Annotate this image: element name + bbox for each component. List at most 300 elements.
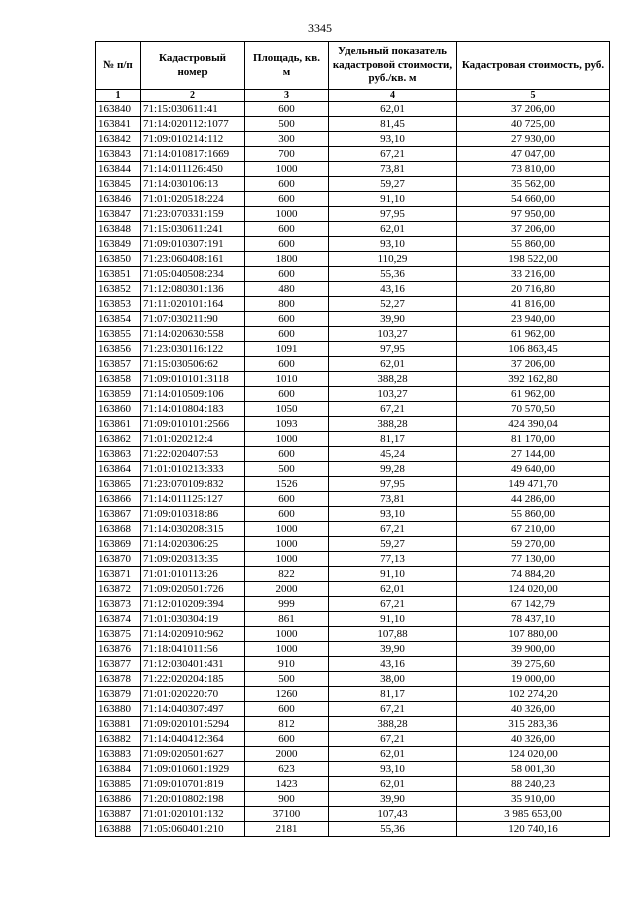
table-row <box>96 177 610 192</box>
row-number-cell: 163873 <box>96 597 141 612</box>
cadastral-value-cell: 120 740,16 <box>457 822 610 837</box>
unit-value-cell: 388,28 <box>329 372 457 387</box>
area-cell: 1000 <box>245 432 329 447</box>
row-number-cell: 163881 <box>96 717 141 732</box>
unit-value-cell: 38,00 <box>329 672 457 687</box>
row-number-cell: 163857 <box>96 357 141 372</box>
cadastral-number-cell: 71:14:020910:962 <box>141 627 245 642</box>
unit-value-cell: 103,27 <box>329 387 457 402</box>
unit-value-cell: 91,10 <box>329 567 457 582</box>
unit-value-cell: 81,17 <box>329 687 457 702</box>
cadastral-number-cell: 71:14:010509:106 <box>141 387 245 402</box>
row-number-cell: 163877 <box>96 657 141 672</box>
table-row <box>96 102 610 117</box>
unit-value-cell: 93,10 <box>329 132 457 147</box>
row-number-cell: 163866 <box>96 492 141 507</box>
unit-value-cell: 39,90 <box>329 792 457 807</box>
cadastral-value-cell: 124 020,00 <box>457 582 610 597</box>
cadastral-value-cell: 37 206,00 <box>457 222 610 237</box>
table-row <box>96 447 610 462</box>
unit-value-cell: 67,21 <box>329 522 457 537</box>
cadastral-number-cell: 71:14:040412:364 <box>141 732 245 747</box>
table-row <box>96 657 610 672</box>
row-number-cell: 163859 <box>96 387 141 402</box>
cadastral-value-cell: 97 950,00 <box>457 207 610 222</box>
row-number-cell: 163875 <box>96 627 141 642</box>
cadastral-value-cell: 59 270,00 <box>457 537 610 552</box>
area-cell: 480 <box>245 282 329 297</box>
column-index: 1 <box>96 90 141 102</box>
row-number-cell: 163878 <box>96 672 141 687</box>
table-row <box>96 477 610 492</box>
row-number-cell: 163855 <box>96 327 141 342</box>
unit-value-cell: 91,10 <box>329 612 457 627</box>
column-header-number: № п/п <box>96 42 141 90</box>
table-row <box>96 522 610 537</box>
unit-value-cell: 93,10 <box>329 762 457 777</box>
cadastral-number-cell: 71:14:011125:127 <box>141 492 245 507</box>
column-index: 4 <box>329 90 457 102</box>
unit-value-cell: 388,28 <box>329 417 457 432</box>
unit-value-cell: 67,21 <box>329 732 457 747</box>
unit-value-cell: 73,81 <box>329 162 457 177</box>
cadastral-number-cell: 71:01:020212:4 <box>141 432 245 447</box>
area-cell: 2181 <box>245 822 329 837</box>
cadastral-value-cell: 74 884,20 <box>457 567 610 582</box>
unit-value-cell: 388,28 <box>329 717 457 732</box>
area-cell: 861 <box>245 612 329 627</box>
area-cell: 500 <box>245 672 329 687</box>
unit-value-cell: 110,29 <box>329 252 457 267</box>
area-cell: 600 <box>245 192 329 207</box>
cadastral-number-cell: 71:09:020501:627 <box>141 747 245 762</box>
cadastral-value-cell: 37 206,00 <box>457 102 610 117</box>
row-number-cell: 163868 <box>96 522 141 537</box>
cadastral-number-cell: 71:12:030401:431 <box>141 657 245 672</box>
row-number-cell: 163846 <box>96 192 141 207</box>
cadastral-number-cell: 71:14:020306:25 <box>141 537 245 552</box>
cadastral-number-cell: 71:01:020518:224 <box>141 192 245 207</box>
area-cell: 999 <box>245 597 329 612</box>
unit-value-cell: 62,01 <box>329 777 457 792</box>
row-number-cell: 163847 <box>96 207 141 222</box>
row-number-cell: 163845 <box>96 177 141 192</box>
cadastral-value-cell: 40 326,00 <box>457 702 610 717</box>
cadastral-value-cell: 102 274,20 <box>457 687 610 702</box>
cadastral-value-cell: 35 562,00 <box>457 177 610 192</box>
cadastral-value-cell: 61 962,00 <box>457 327 610 342</box>
cadastral-number-cell: 71:18:041011:56 <box>141 642 245 657</box>
cadastral-number-cell: 71:14:030208:315 <box>141 522 245 537</box>
cadastral-number-cell: 71:09:020313:35 <box>141 552 245 567</box>
cadastral-value-table <box>95 41 610 837</box>
area-cell: 600 <box>245 237 329 252</box>
table-row <box>96 672 610 687</box>
unit-value-cell: 62,01 <box>329 747 457 762</box>
row-number-cell: 163867 <box>96 507 141 522</box>
cadastral-value-cell: 37 206,00 <box>457 357 610 372</box>
cadastral-value-cell: 35 910,00 <box>457 792 610 807</box>
cadastral-value-cell: 55 860,00 <box>457 237 610 252</box>
area-cell: 37100 <box>245 807 329 822</box>
cadastral-number-cell: 71:09:010318:86 <box>141 507 245 522</box>
table-row <box>96 567 610 582</box>
cadastral-value-cell: 61 962,00 <box>457 387 610 402</box>
row-number-cell: 163864 <box>96 462 141 477</box>
area-cell: 600 <box>245 387 329 402</box>
unit-value-cell: 93,10 <box>329 237 457 252</box>
area-cell: 1091 <box>245 342 329 357</box>
area-cell: 623 <box>245 762 329 777</box>
cadastral-value-cell: 19 000,00 <box>457 672 610 687</box>
table-row <box>96 537 610 552</box>
cadastral-value-cell: 124 020,00 <box>457 747 610 762</box>
unit-value-cell: 103,27 <box>329 327 457 342</box>
table-header-row <box>96 42 610 90</box>
cadastral-number-cell: 71:09:020501:726 <box>141 582 245 597</box>
unit-value-cell: 43,16 <box>329 282 457 297</box>
area-cell: 800 <box>245 297 329 312</box>
cadastral-value-cell: 49 640,00 <box>457 462 610 477</box>
area-cell: 1260 <box>245 687 329 702</box>
area-cell: 500 <box>245 462 329 477</box>
row-number-cell: 163865 <box>96 477 141 492</box>
row-number-cell: 163844 <box>96 162 141 177</box>
table-row <box>96 267 610 282</box>
area-cell: 600 <box>245 312 329 327</box>
row-number-cell: 163883 <box>96 747 141 762</box>
cadastral-value-cell: 27 144,00 <box>457 447 610 462</box>
cadastral-value-cell: 106 863,45 <box>457 342 610 357</box>
cadastral-number-cell: 71:23:070331:159 <box>141 207 245 222</box>
unit-value-cell: 67,21 <box>329 702 457 717</box>
table-row <box>96 702 610 717</box>
column-header-cadastral-number: Кадастровый номер <box>141 42 245 90</box>
unit-value-cell: 62,01 <box>329 102 457 117</box>
cadastral-number-cell: 71:01:030304:19 <box>141 612 245 627</box>
row-number-cell: 163840 <box>96 102 141 117</box>
area-cell: 1000 <box>245 522 329 537</box>
table-row <box>96 717 610 732</box>
unit-value-cell: 107,43 <box>329 807 457 822</box>
area-cell: 822 <box>245 567 329 582</box>
row-number-cell: 163854 <box>96 312 141 327</box>
row-number-cell: 163880 <box>96 702 141 717</box>
row-number-cell: 163850 <box>96 252 141 267</box>
row-number-cell: 163863 <box>96 447 141 462</box>
table-row <box>96 492 610 507</box>
table-row <box>96 612 610 627</box>
cadastral-number-cell: 71:20:010802:198 <box>141 792 245 807</box>
cadastral-number-cell: 71:14:010817:1669 <box>141 147 245 162</box>
table-row <box>96 552 610 567</box>
row-number-cell: 163841 <box>96 117 141 132</box>
table-row <box>96 642 610 657</box>
table-row <box>96 432 610 447</box>
cadastral-number-cell: 71:09:010307:191 <box>141 237 245 252</box>
area-cell: 2000 <box>245 747 329 762</box>
table-row <box>96 822 610 837</box>
table-row <box>96 807 610 822</box>
row-number-cell: 163861 <box>96 417 141 432</box>
cadastral-number-cell: 71:23:060408:161 <box>141 252 245 267</box>
area-cell: 2000 <box>245 582 329 597</box>
unit-value-cell: 62,01 <box>329 357 457 372</box>
table-row <box>96 327 610 342</box>
cadastral-value-cell: 41 816,00 <box>457 297 610 312</box>
cadastral-number-cell: 71:12:010209:394 <box>141 597 245 612</box>
cadastral-value-cell: 149 471,70 <box>457 477 610 492</box>
table-row <box>96 597 610 612</box>
cadastral-number-cell: 71:22:020407:53 <box>141 447 245 462</box>
unit-value-cell: 45,24 <box>329 447 457 462</box>
cadastral-value-cell: 54 660,00 <box>457 192 610 207</box>
unit-value-cell: 43,16 <box>329 657 457 672</box>
row-number-cell: 163843 <box>96 147 141 162</box>
cadastral-value-cell: 107 880,00 <box>457 627 610 642</box>
table-row <box>96 147 610 162</box>
area-cell: 1000 <box>245 642 329 657</box>
cadastral-value-cell: 70 570,50 <box>457 402 610 417</box>
page-number: 3345 <box>308 21 332 35</box>
cadastral-number-cell: 71:23:030116:122 <box>141 342 245 357</box>
cadastral-value-cell: 81 170,00 <box>457 432 610 447</box>
unit-value-cell: 97,95 <box>329 477 457 492</box>
cadastral-value-cell: 73 810,00 <box>457 162 610 177</box>
area-cell: 600 <box>245 102 329 117</box>
unit-value-cell: 91,10 <box>329 192 457 207</box>
table-row <box>96 162 610 177</box>
cadastral-number-cell: 71:05:040508:234 <box>141 267 245 282</box>
cadastral-value-cell: 77 130,00 <box>457 552 610 567</box>
area-cell: 600 <box>245 177 329 192</box>
table-row <box>96 372 610 387</box>
cadastral-number-cell: 71:14:030106:13 <box>141 177 245 192</box>
table-row <box>96 627 610 642</box>
table-row <box>96 342 610 357</box>
cadastral-value-cell: 27 930,00 <box>457 132 610 147</box>
unit-value-cell: 59,27 <box>329 537 457 552</box>
row-number-cell: 163888 <box>96 822 141 837</box>
row-number-cell: 163870 <box>96 552 141 567</box>
unit-value-cell: 39,90 <box>329 642 457 657</box>
cadastral-number-cell: 71:14:011126:450 <box>141 162 245 177</box>
row-number-cell: 163882 <box>96 732 141 747</box>
unit-value-cell: 55,36 <box>329 822 457 837</box>
row-number-cell: 163869 <box>96 537 141 552</box>
cadastral-number-cell: 71:09:010101:2566 <box>141 417 245 432</box>
cadastral-value-cell: 3 985 653,00 <box>457 807 610 822</box>
cadastral-number-cell: 71:12:080301:136 <box>141 282 245 297</box>
table-row <box>96 282 610 297</box>
cadastral-number-cell: 71:05:060401:210 <box>141 822 245 837</box>
cadastral-value-cell: 23 940,00 <box>457 312 610 327</box>
unit-value-cell: 67,21 <box>329 147 457 162</box>
unit-value-cell: 81,45 <box>329 117 457 132</box>
cadastral-value-cell: 198 522,00 <box>457 252 610 267</box>
unit-value-cell: 73,81 <box>329 492 457 507</box>
area-cell: 1000 <box>245 537 329 552</box>
row-number-cell: 163885 <box>96 777 141 792</box>
cadastral-value-cell: 58 001,30 <box>457 762 610 777</box>
row-number-cell: 163871 <box>96 567 141 582</box>
area-cell: 1000 <box>245 552 329 567</box>
row-number-cell: 163853 <box>96 297 141 312</box>
table-row <box>96 387 610 402</box>
table-row <box>96 297 610 312</box>
column-header-unit-value: Удельный показатель кадастровой стоимости, руб./кв. м <box>329 42 457 90</box>
unit-value-cell: 81,17 <box>329 432 457 447</box>
area-cell: 1010 <box>245 372 329 387</box>
column-index: 3 <box>245 90 329 102</box>
cadastral-number-cell: 71:09:010601:1929 <box>141 762 245 777</box>
table-row <box>96 732 610 747</box>
cadastral-number-cell: 71:14:020112:1077 <box>141 117 245 132</box>
cadastral-value-cell: 424 390,04 <box>457 417 610 432</box>
table-row <box>96 582 610 597</box>
area-cell: 1093 <box>245 417 329 432</box>
cadastral-number-cell: 71:14:010804:183 <box>141 402 245 417</box>
column-numbering-row <box>96 90 610 102</box>
table-row <box>96 207 610 222</box>
cadastral-value-cell: 40 725,00 <box>457 117 610 132</box>
cadastral-value-cell: 33 216,00 <box>457 267 610 282</box>
cadastral-number-cell: 71:15:030611:241 <box>141 222 245 237</box>
area-cell: 600 <box>245 702 329 717</box>
cadastral-value-cell: 392 162,80 <box>457 372 610 387</box>
row-number-cell: 163851 <box>96 267 141 282</box>
row-number-cell: 163849 <box>96 237 141 252</box>
cadastral-value-cell: 55 860,00 <box>457 507 610 522</box>
cadastral-number-cell: 71:11:020101:164 <box>141 297 245 312</box>
unit-value-cell: 62,01 <box>329 222 457 237</box>
cadastral-number-cell: 71:01:010113:26 <box>141 567 245 582</box>
row-number-cell: 163848 <box>96 222 141 237</box>
row-number-cell: 163858 <box>96 372 141 387</box>
table-row <box>96 312 610 327</box>
cadastral-value-cell: 67 142,79 <box>457 597 610 612</box>
area-cell: 812 <box>245 717 329 732</box>
row-number-cell: 163886 <box>96 792 141 807</box>
unit-value-cell: 97,95 <box>329 207 457 222</box>
area-cell: 910 <box>245 657 329 672</box>
table-row <box>96 462 610 477</box>
table-row <box>96 747 610 762</box>
table-row <box>96 192 610 207</box>
unit-value-cell: 67,21 <box>329 402 457 417</box>
table-row <box>96 507 610 522</box>
area-cell: 500 <box>245 117 329 132</box>
row-number-cell: 163872 <box>96 582 141 597</box>
cadastral-number-cell: 71:23:070109:832 <box>141 477 245 492</box>
area-cell: 600 <box>245 222 329 237</box>
row-number-cell: 163842 <box>96 132 141 147</box>
cadastral-number-cell: 71:09:010701:819 <box>141 777 245 792</box>
area-cell: 600 <box>245 492 329 507</box>
unit-value-cell: 59,27 <box>329 177 457 192</box>
unit-value-cell: 93,10 <box>329 507 457 522</box>
table-row <box>96 402 610 417</box>
table-row <box>96 222 610 237</box>
area-cell: 300 <box>245 132 329 147</box>
area-cell: 600 <box>245 447 329 462</box>
cadastral-number-cell: 71:15:030611:41 <box>141 102 245 117</box>
cadastral-number-cell: 71:01:020220:70 <box>141 687 245 702</box>
table-row <box>96 417 610 432</box>
cadastral-number-cell: 71:07:030211:90 <box>141 312 245 327</box>
area-cell: 600 <box>245 357 329 372</box>
cadastral-value-cell: 44 286,00 <box>457 492 610 507</box>
table-row <box>96 357 610 372</box>
cadastral-value-cell: 20 716,80 <box>457 282 610 297</box>
unit-value-cell: 39,90 <box>329 312 457 327</box>
area-cell: 600 <box>245 267 329 282</box>
area-cell: 1526 <box>245 477 329 492</box>
table-row <box>96 792 610 807</box>
cadastral-value-cell: 39 275,60 <box>457 657 610 672</box>
area-cell: 1000 <box>245 162 329 177</box>
row-number-cell: 163862 <box>96 432 141 447</box>
cadastral-value-cell: 315 283,36 <box>457 717 610 732</box>
cadastral-number-cell: 71:09:020101:5294 <box>141 717 245 732</box>
unit-value-cell: 62,01 <box>329 582 457 597</box>
unit-value-cell: 99,28 <box>329 462 457 477</box>
area-cell: 700 <box>245 147 329 162</box>
column-index: 5 <box>457 90 610 102</box>
table-row <box>96 132 610 147</box>
row-number-cell: 163860 <box>96 402 141 417</box>
table-row <box>96 237 610 252</box>
table-row <box>96 777 610 792</box>
cadastral-number-cell: 71:15:030506:62 <box>141 357 245 372</box>
area-cell: 1000 <box>245 207 329 222</box>
table-row <box>96 117 610 132</box>
area-cell: 1050 <box>245 402 329 417</box>
cadastral-value-cell: 39 900,00 <box>457 642 610 657</box>
table-body <box>96 102 610 837</box>
area-cell: 600 <box>245 327 329 342</box>
unit-value-cell: 67,21 <box>329 597 457 612</box>
area-cell: 1000 <box>245 627 329 642</box>
cadastral-number-cell: 71:09:010214:112 <box>141 132 245 147</box>
unit-value-cell: 77,13 <box>329 552 457 567</box>
row-number-cell: 163852 <box>96 282 141 297</box>
row-number-cell: 163879 <box>96 687 141 702</box>
cadastral-number-cell: 71:22:020204:185 <box>141 672 245 687</box>
cadastral-number-cell: 71:14:040307:497 <box>141 702 245 717</box>
cadastral-value-cell: 67 210,00 <box>457 522 610 537</box>
cadastral-number-cell: 71:01:010213:333 <box>141 462 245 477</box>
unit-value-cell: 52,27 <box>329 297 457 312</box>
row-number-cell: 163856 <box>96 342 141 357</box>
row-number-cell: 163876 <box>96 642 141 657</box>
area-cell: 900 <box>245 792 329 807</box>
area-cell: 600 <box>245 732 329 747</box>
table-row <box>96 687 610 702</box>
unit-value-cell: 55,36 <box>329 267 457 282</box>
area-cell: 600 <box>245 507 329 522</box>
table-row <box>96 252 610 267</box>
row-number-cell: 163884 <box>96 762 141 777</box>
cadastral-number-cell: 71:09:010101:3118 <box>141 372 245 387</box>
cadastral-number-cell: 71:14:020630:558 <box>141 327 245 342</box>
row-number-cell: 163887 <box>96 807 141 822</box>
area-cell: 1423 <box>245 777 329 792</box>
cadastral-value-cell: 40 326,00 <box>457 732 610 747</box>
cadastral-number-cell: 71:01:020101:132 <box>141 807 245 822</box>
column-header-cadastral-value: Кадастровая стоимость, руб. <box>457 42 610 90</box>
cadastral-value-cell: 78 437,10 <box>457 612 610 627</box>
